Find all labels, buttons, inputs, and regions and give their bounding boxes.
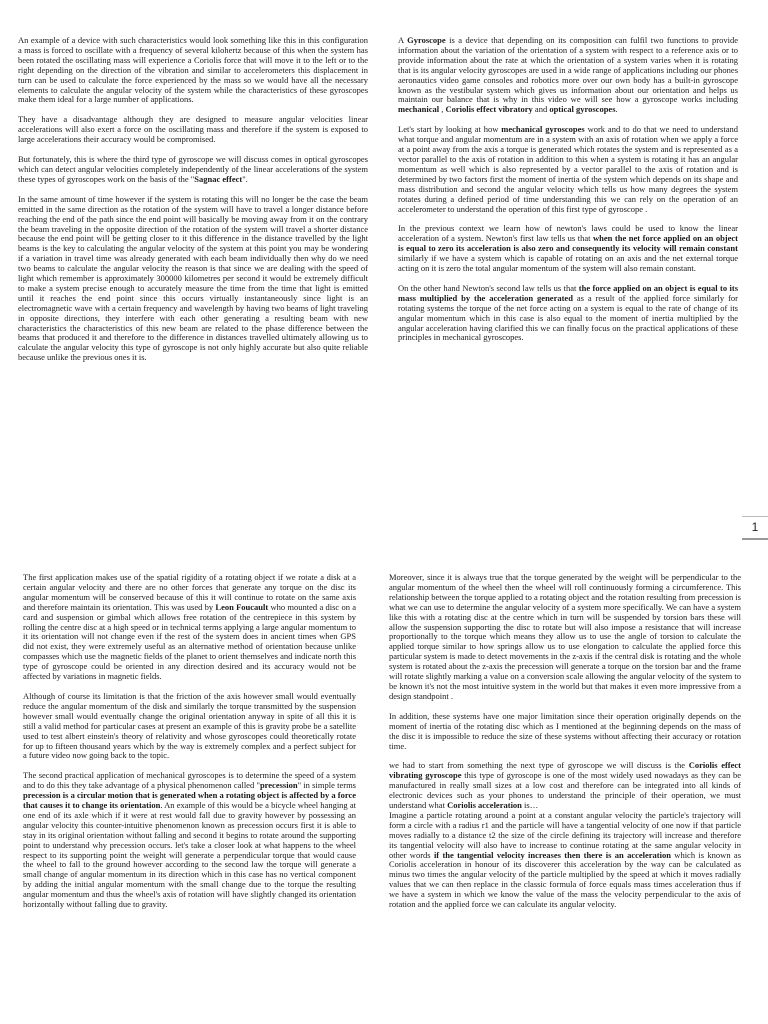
- page2-left-column: [23, 573, 356, 920]
- paragraph: [23, 771, 356, 910]
- bold-text: when the net force applied on an object is equal to zero its acceleration is also zero and consequently its velocity will remain constant: [398, 233, 739, 254]
- text-run: is a device that depending on its composition can fulfil two functions to provide information about the variation of the orientation of a system with respect to a reference axis or to provide information about the rate at which the orientation of a system varies when it is rotating that is its angular velocity gyroscopes are used in a wide range of applications including our phones aeronautics video game consoles and robotics more over our own body has a built-in gyroscope known as the vestibular system which gives us information about our orientation and helps us maintain our balance that is why in this video we will see how a gyroscope works including: [398, 35, 738, 105]
- paragraph: [389, 761, 741, 811]
- bold-text: Coriolis effect vibratory: [445, 104, 533, 115]
- text-run: who mounted a disc on a card and suspension or gimbal which allows free rotation of the centrepiece in this system by rolling the centre disc at a high speed or in technical terms applying a large angular momentum to it its orientation will not change even if the rest of the system does in ancient times when GPS did not exist, they were extremely useful as an alternative method of orientation because unlike compasses which use the magnetic fields of the planet to orient themselves and indicate north this type of gyroscope could be oriented in any direction desired and its accuracy would not be affected by variations in magnetic fields.: [23, 601, 357, 682]
- text-run: and: [532, 104, 550, 115]
- text-run: A: [398, 35, 408, 45]
- paragraph: [18, 195, 368, 363]
- document-page-1: [0, 0, 768, 510]
- paragraph: [389, 573, 741, 702]
- text-run: " in simple terms: [297, 780, 356, 791]
- bold-text: Gyroscope: [407, 35, 446, 45]
- paragraph: [18, 36, 368, 105]
- bold-text: optical gyroscopes: [549, 104, 616, 115]
- paragraph: [389, 811, 741, 910]
- text-run: They have a disadvantage although they are designed to measure angular velocities linear accelerations will also exert a force on the oscillating mass and therefore if the system is exposed to large accelerations their accuracy would be compromised.: [18, 114, 368, 145]
- bold-text: precession is a circular motion that is generated when a rotating object is affected by a force that causes it to change its orientation: [23, 790, 356, 811]
- bold-text: mechanical gyroscopes: [501, 124, 585, 135]
- bold-text: precession: [259, 780, 298, 791]
- paragraph: [23, 573, 356, 682]
- text-run: as a result of the applied force similarly for rotating systems the torque of the net force acting on a system is equal to the rate of change of its angular momentum which in this case is also equal to the moment of inertia multiplied by the angular acceleration having clarified this we can finally focus on the practical applications of these principles in mechanical gyroscopes.: [398, 292, 739, 343]
- paragraph: [18, 115, 368, 145]
- paragraph: [398, 284, 738, 343]
- text-run: this type of gyroscope is one of the most widely used nowadays as they can be manufactured in really small sizes at a low cost and therefore can be integrated into all kinds of electronic devices such as your phones to understand the principle of their operation, we must understand what: [389, 770, 742, 811]
- text-run: In addition, these systems have one major limitation since their operation originally depends on the moment of inertia of the rotating disc which as I mentioned at the beginning depends on the mass of the disc it is impossible to reduce the size of these systems without affecting their accuracy or rotation time.: [389, 710, 741, 751]
- paragraph: [389, 712, 741, 752]
- page-number-top-rule: [742, 516, 768, 517]
- bold-text: Leon Foucault: [215, 601, 269, 612]
- text-run: work and to do that we need to understand what torque and angular momentum are in a system with an axis of rotation when we apply a force at a point away from the axis a torque is generated which rotates the system and is represented as a vector parallel to the axis of rotation in addition to this when a system is rotating it has an angular momentum as well which is also represented by a vector parallel to the axis of rotation and is determined by two factors first the moment of inertia of the system which depends on its shape and mass distribution and second the angular velocity which tells us how many degrees the system rotates during a defined period of time understanding this we can rely on the operation of an accelerometer to understand the operation of this first type of gyroscope .: [398, 124, 738, 214]
- text-run: ,: [439, 104, 446, 115]
- text-run: On the other hand Newton's second law tells us that: [398, 282, 579, 293]
- text-run: ".: [242, 173, 248, 184]
- page1-left-column: [18, 36, 368, 373]
- text-run: In the same amount of time however if the system is rotating this will no longer be the case the beam emitted in the same direction as the rotation of the system will have to travel a longer distance before reaching the end of the path since the end point will basically be moving away from it on the contrary the beam traveling in the opposite direction of the rotation of the system will travel a shorter distance because the end point will be getting closer to it this difference in the distance travelled by the light beams is the key to calculating the angular velocity of the system at this point you may be wondering if a variation in travel time was already generated with each beam individually then why do we need two beams to calculate the angular velocity the reason is that since we are dealing with the speed of light which remember is approximately 300000 kilometres per second it would be extremely difficult to make a system precise enough to accurately measure the time from the time that light is emitted until it reaches the end point since this occurs virtually instantaneously since light is an electromagnetic wave with a certain frequency and wavelength by having two beams of light traveling in opposite directions, they interfere with each other generating a resulting beam with new characteristics the characteristics of this new beam are related to the phase difference between the beams that produced it and therefore to the difference in distances travelled ultimately allowing us to calculate the angular velocity this type of gyroscope is not only highly accurate but also quite reliable because unlike the previous ones it is.: [18, 193, 368, 363]
- text-run: which is known as Coriolis acceleration in honour of its discoverer this acceleration by the way can be calculated as minus two times the angular velocity of the particle multiplied by the speed at which it moves radially values that we can then replace in the classic formula of force equals mass times acceleration thus if we have a system in which we know the value of the mass the velocity perpendicular to the axis of rotation and the applied force we can calculate its angular velocity.: [389, 849, 741, 910]
- page2-right-column: [389, 573, 741, 920]
- text-run: In the previous context we learn how of newton's laws could be used to know the linear acceleration of a system. Newton's first law tells us that: [398, 223, 738, 244]
- bold-text: if the tangential velocity increases then there is an acceleration: [433, 849, 671, 860]
- page1-right-column: [398, 36, 738, 353]
- bold-text: Coriolis effect vibrating gyroscope: [389, 760, 741, 781]
- document-page-2: [0, 560, 768, 1024]
- bold-text: Sagnac effect: [194, 173, 243, 184]
- bold-text: the force applied on an object is equal to its mass multiplied by the acceleration generated: [398, 282, 739, 303]
- page-number-rule: [742, 538, 768, 540]
- text-run: The second practical application of mechanical gyroscopes is to determine the speed of a system and to do this they take advantage of a physical phenomenon called ": [23, 770, 356, 791]
- text-run: . An example of this would be a bicycle wheel hanging at one end of its axle which if it were at rest would fall due to gravity however by possessing an angular velocity this counter-intuitive phenomenon known as precession occurs first it is able to stay in its original orientation without falling and second it begins to rotate around the supporting point to understand why precession occurs. let's take a closer look at what happens to the wheel respect to its supporting point the weight will generate a perpendicular torque that would cause the wheel to fall to the ground however according to the second law the torque will generate a small change of angular momentum in its direction which in this case has no vertical component by adding the initial angular momentum with the small change due to the torque the resulting angular momentum and thus the wheel's axis of rotation will have slightly changed its orientation horizontally without falling due to gravity.: [23, 800, 356, 910]
- text-run: An example of a device with such characteristics would look something like this in this configuration a mass is forced to oscillate with a frequency of several kilohertz because of this when the system has been rotated the oscillating mass will experience a Coriolis force that will move it to the left or to the right depending on the direction of the vibration and similar to accelerometers this displacement in turn can be used to calculate the force experienced by the mass so we would have all the necessary elements to calculate the angular velocity of the system while the characteristics of these gyroscopes make them ideal for a large number of applications.: [18, 35, 368, 105]
- text-run: But fortunately, this is where the third type of gyroscope we will discuss comes in optical gyroscopes which can detect angular velocities completely independently of the linear accelerations of the system these types of gyroscopes work on the basis of the ": [18, 154, 368, 184]
- text-run: Let's start by looking at how: [398, 124, 502, 135]
- text-run: similarly if we have a system which is capable of rotating on an axis and the net external torque acting on it is zero the total angular momentum of the system will also remain constant.: [398, 253, 738, 274]
- text-run: Imagine a particle rotating around a point at a constant angular velocity the particle's trajectory will form a circle with a radius r1 and the particle will have a tangential velocity of one now if that particle moves radially to a distance t2 the size of the circle defining its trajectory will increase and therefore its tangential velocity will also have to increase to continue rotating at the same angular velocity in other words: [389, 809, 741, 860]
- bold-text: Coriolis acceleration: [447, 800, 522, 811]
- text-run: we had to start from something the next type of gyroscope we will discuss is the: [389, 760, 689, 771]
- bold-text: mechanical: [398, 104, 440, 115]
- text-run: The first application makes use of the spatial rigidity of a rotating object if we rotate a disk at a certain angular velocity and there are no other forces that generate any torque on the disc its angular momentum will be conserved because of this it will continue to rotate on the same axis and therefore maintain its orientation. This was used by: [23, 572, 356, 612]
- paragraph: [23, 692, 356, 761]
- text-run: Although of course its limitation is that the friction of the axis however small would eventually reduce the angular momentum of the disk and similarly the torque transmitted by the suspension however small would eventually change the original orientation anyway in spite of all this it is still a valid method for particular cases at present an example of this is gravity probe be a satellite used to test albert einstein's theory of relativity and whose gyroscopes could theoretically rotate for up to fifteen thousand years which by the way is extremely complex and a perfect subject for a future video now going back to the topic.: [23, 690, 356, 761]
- paragraph: [18, 155, 368, 185]
- page-number: 1: [751, 520, 759, 534]
- text-run: .: [615, 104, 618, 115]
- paragraph: [398, 224, 738, 274]
- paragraph: [398, 36, 738, 115]
- paragraph: [398, 125, 738, 214]
- text-run: Moreover, since it is always true that the torque generated by the weight will be perpendicular to the angular momentum of the wheel then the wheel will roll continuously forming a circumference. This relationship between the torque applied to a rotating object and the rotation resulting from precession is what we can use to determine the angular velocity of a system more specifically. We can have a system like this with a rotating disc at the centre which in turn will be suspended by torsion bars these will allow the suspension supporting the disc to rotate but will also impose a resistance that will increase proportionally to the torque which means they allow us to use the angle of torsion to calculate the applied torque similar to how springs allow us to use elongation to calculate the applied force this particular system is made to detect movements in the z-axis if the central disk is rotating and the whole system is rotated about the z-axis the precession will generate a torque on the torsion bar and the frame will rotate slightly marking a value on a conversion scale allowing the angular velocity of the system to be known it's not the most intuitive system in the world but that makes it even more impressive from a design standpoint .: [389, 572, 741, 701]
- text-run: is…: [521, 800, 539, 811]
